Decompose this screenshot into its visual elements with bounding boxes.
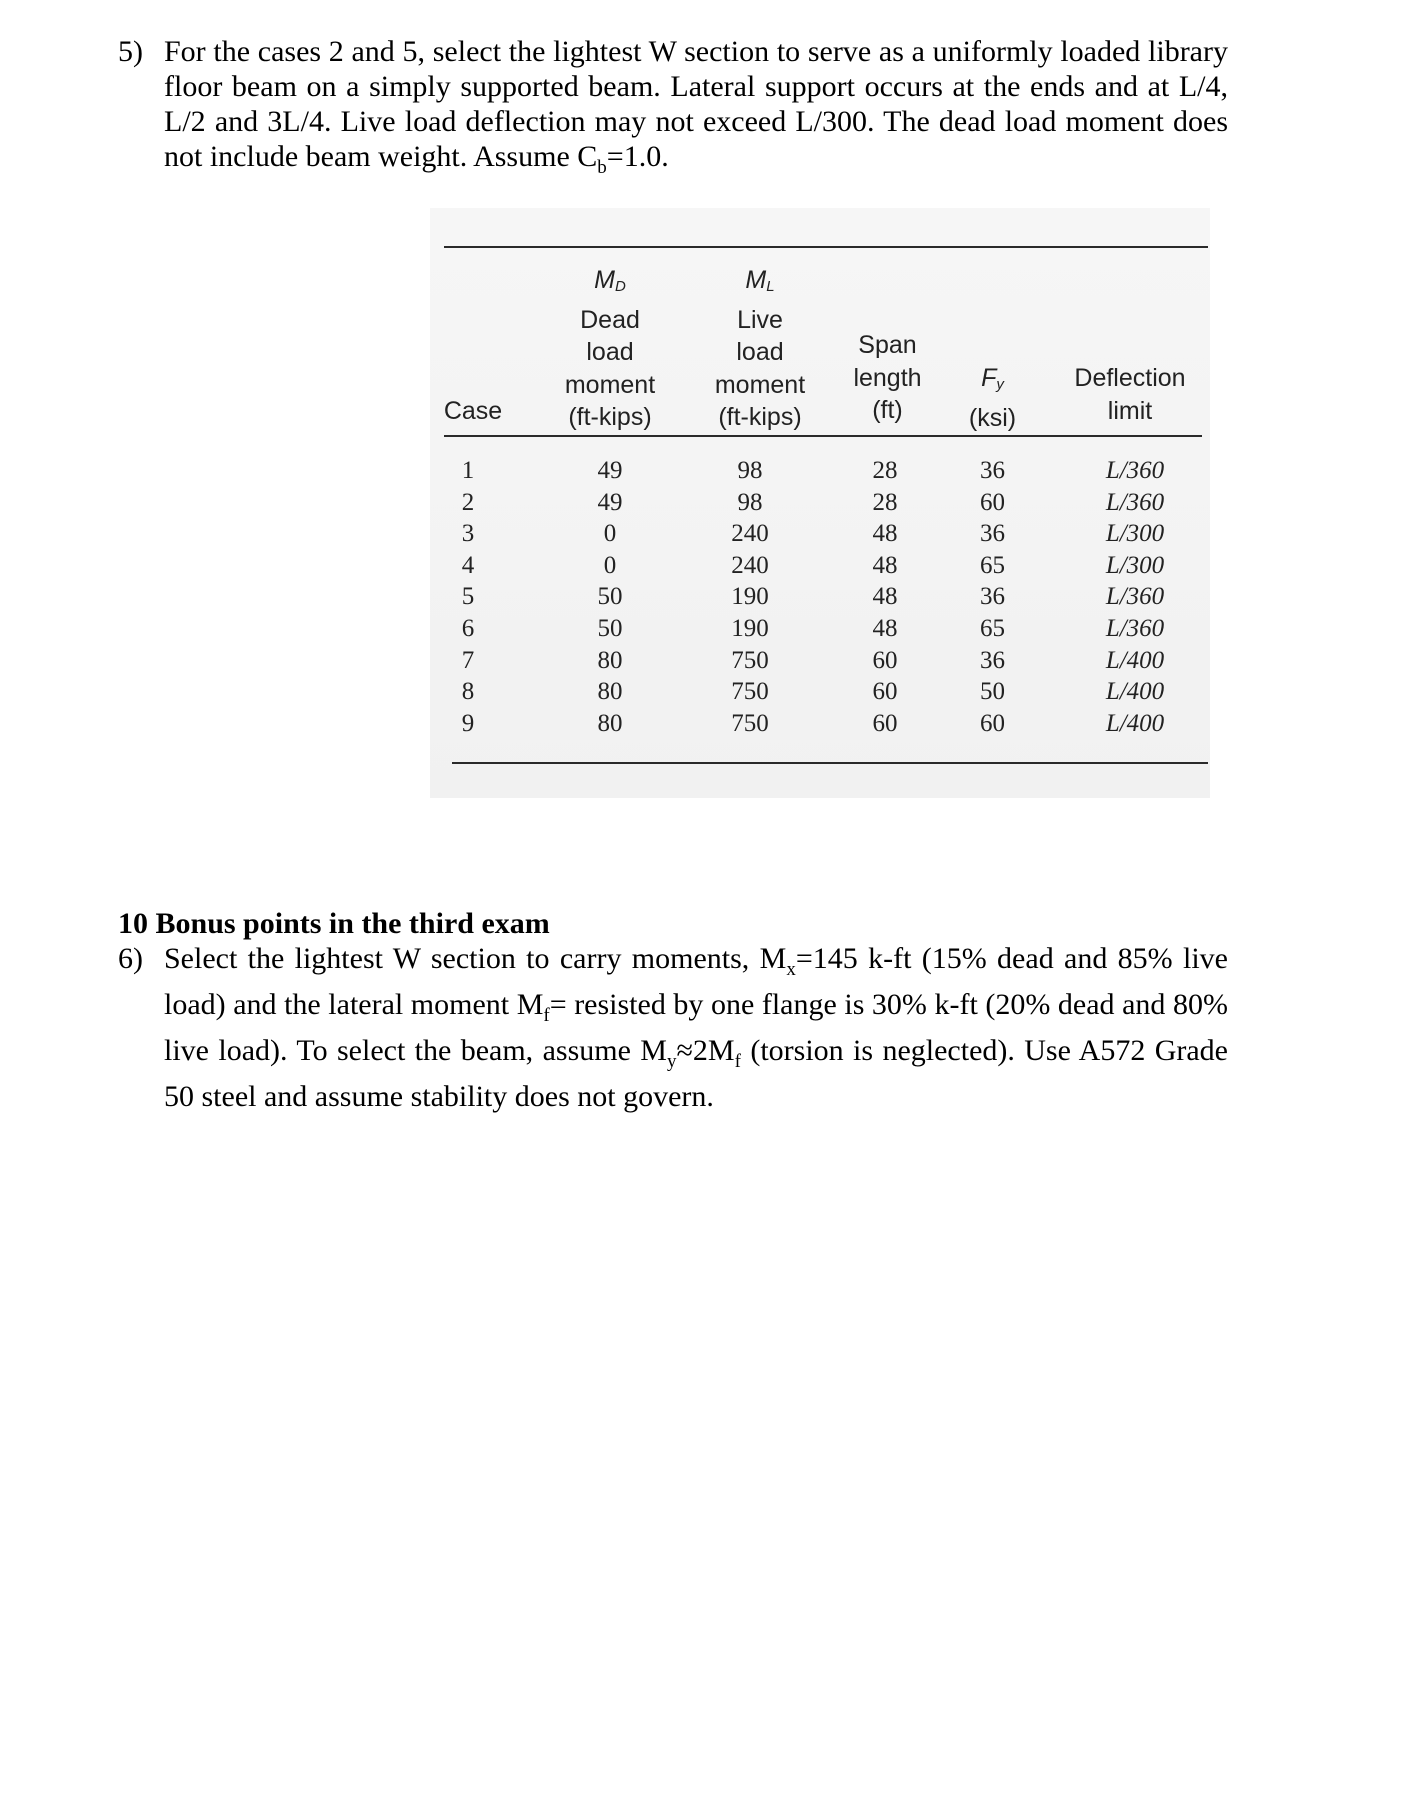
cell-span: 48 <box>872 520 898 548</box>
cell-limit: L/400 <box>1105 678 1165 706</box>
cell-fy: 36 <box>980 520 1005 548</box>
cell-ml: 750 <box>731 709 769 737</box>
cell-case: 5 <box>461 583 475 611</box>
cell-case: 7 <box>461 646 475 674</box>
cell-ml: 240 <box>731 520 769 548</box>
cell-fy: 65 <box>980 615 1005 642</box>
cell-md: 80 <box>597 709 623 737</box>
cell-span: 28 <box>872 488 898 516</box>
cell-fy: 65 <box>980 551 1005 579</box>
header-span-length: Span length (ft) <box>853 331 922 424</box>
cell-ml: 190 <box>731 615 769 642</box>
cell-limit: L/300 <box>1105 520 1165 548</box>
cell-fy: 60 <box>980 488 1005 516</box>
cell-case: 2 <box>461 488 475 516</box>
table-bottom-rule <box>452 762 1208 764</box>
cell-case: 8 <box>461 678 475 706</box>
cell-md: 0 <box>603 551 617 579</box>
cell-fy: 36 <box>980 646 1005 674</box>
header-deflection-limit: Deflection limit <box>1074 364 1186 425</box>
header-fy: $F_y$ (ksi) <box>968 364 1017 432</box>
cell-span: 28 <box>872 457 898 484</box>
table-header-rule <box>444 435 1202 437</box>
cell-span: 48 <box>872 583 898 611</box>
cell-ml: 98 <box>737 488 763 516</box>
cell-ml: 750 <box>731 678 769 706</box>
bonus-heading: 10 Bonus points in the third exam <box>118 907 550 940</box>
cell-case: 9 <box>461 709 475 737</box>
cell-case: 6 <box>461 615 475 642</box>
cell-case: 3 <box>461 520 475 548</box>
problem-6-text: Select the lightest W section to carry moments, $M_x=145$ k-ft (15% dead and 85% live load) and the lateral moment $M_f=$ resisted by one flange is 30% k-ft (20% dead and 80% live load). To select the beam, assume $M_y\approx 2M_f$ (torsion is neglected). Use A572 Grade 50 steel and assume stability does not govern. <box>164 942 1229 1113</box>
cell-ml: 240 <box>731 551 769 579</box>
cell-limit: L/360 <box>1105 488 1165 516</box>
cell-limit: L/300 <box>1105 551 1165 579</box>
problem-5 <box>118 34 1228 185</box>
cell-limit: L/360 <box>1105 583 1165 611</box>
cell-fy: 36 <box>980 457 1005 484</box>
beam-cases-table <box>430 208 1210 798</box>
problem-6-number: 6) <box>118 942 143 975</box>
cell-ml: 750 <box>731 646 769 674</box>
cell-md: 80 <box>597 646 623 674</box>
cell-span: 48 <box>872 551 898 579</box>
cell-ml: 98 <box>737 457 763 484</box>
header-case: Case <box>443 397 503 425</box>
cell-fy: 60 <box>980 709 1005 737</box>
cell-span: 48 <box>872 615 898 642</box>
cell-ml: 190 <box>731 583 769 611</box>
header-live-load-moment: $M_L$ Live load moment (ft-kips) <box>714 266 806 431</box>
cell-case: 4 <box>461 551 475 579</box>
cell-span: 60 <box>872 646 898 674</box>
problem-6 <box>118 941 1228 1114</box>
cell-md: 49 <box>597 488 623 516</box>
cell-fy: 50 <box>980 678 1005 706</box>
cell-md: 49 <box>597 457 623 484</box>
cell-md: 80 <box>597 678 623 706</box>
cell-limit: L/360 <box>1105 615 1165 642</box>
cell-fy: 36 <box>980 583 1005 611</box>
cell-case: 1 <box>461 457 475 484</box>
cell-md: 50 <box>597 615 623 642</box>
problem-5-number: 5) <box>118 35 143 68</box>
cell-limit: L/400 <box>1105 709 1165 737</box>
header-dead-load-moment: $M_D$ Dead load moment (ft-kips) <box>564 266 656 431</box>
cb-subscript: b <box>597 157 607 178</box>
cell-limit: L/400 <box>1105 646 1165 674</box>
cell-md: 50 <box>597 583 623 611</box>
cell-span: 60 <box>872 678 898 706</box>
table-top-rule <box>444 246 1208 248</box>
problem-5-text: For the cases 2 and 5, select the lightest W section to serve as a uniformly loaded library floor beam on a simply supported beam. Lateral support occurs at the ends and at L/4, L/2 and 3L/4. Live load deflection may not exceed L/300. The dead load moment does not include beam weight. Assume $C_b=1.0$. <box>164 35 1228 178</box>
cell-limit: L/360 <box>1105 457 1165 484</box>
cell-md: 0 <box>603 520 617 548</box>
cell-span: 60 <box>872 709 898 737</box>
